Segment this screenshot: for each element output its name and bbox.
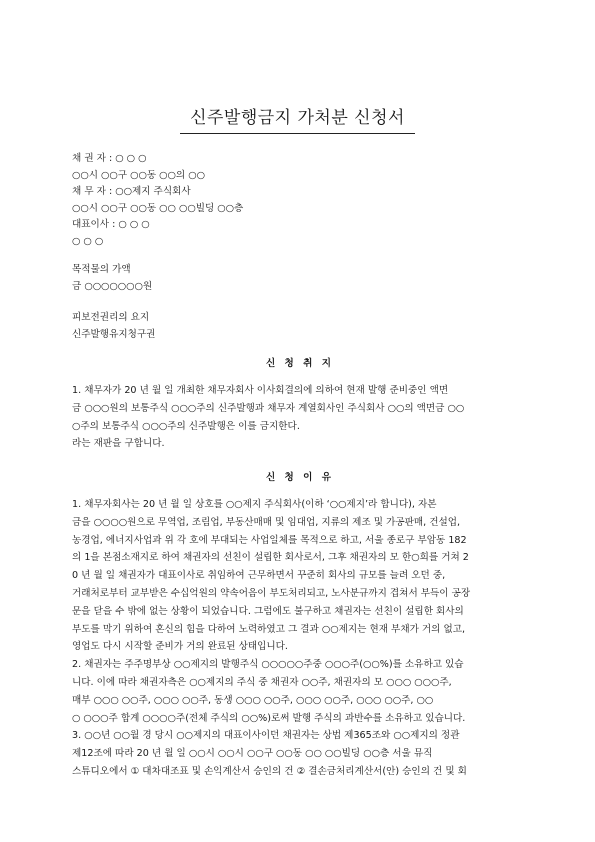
- reasons-line: 거래처로부터 교부받은 수십억원의 약속어음이 부도처리되고, 노사분규까지 겹쳐서 부득이 공장: [72, 587, 471, 599]
- reasons-line: 2. 채권자는 주주명부상 ○○제지의 발행주식 ○○○○○주중 ○○○주(○○%)를 소유하고 있습: [72, 659, 464, 671]
- document-title: 신주발행금지 가처분 신청서: [180, 103, 415, 134]
- reasons-line: 문을 닫을 수 밖에 없는 상황이 되었습니다. 그럼에도 불구하고 채권자는 선친이 설립한 회사의: [72, 605, 464, 617]
- reasons-line: ○ ○○○주 합계 ○○○○주(전체 주식의 ○○%)로써 발행 주식의 과반수를 소유하고 있습니다.: [72, 712, 466, 724]
- value-label: 목적물의 가액: [72, 264, 131, 275]
- reasons-body: [72, 496, 528, 781]
- reasons-line: 금을 ○○○○원으로 무역업, 조림업, 부동산매매 및 임대업, 지류의 제조 및 가공판매, 건설업,: [72, 516, 461, 528]
- reasons-line: 의 1을 본점소재지로 하여 채권자의 선친이 설립한 회사로서, 그후 채권자의 모 한○희를 거쳐 2: [72, 552, 469, 564]
- reasons-line: 영업도 다시 시작할 준비가 거의 완료된 상태입니다.: [72, 641, 288, 653]
- creditor-line: 채 권 자 : ○ ○ ○: [72, 153, 147, 164]
- preserved-right-block: [72, 310, 528, 343]
- purpose-line: 라는 재판을 구합니다.: [72, 438, 165, 450]
- reasons-line: 부도를 막기 위하여 혼신의 힘을 다하여 노력하였고 그 결과 ○○제지는 현재 부채가 거의 없고,: [72, 623, 466, 635]
- preserved-right-value: 신주발행유지청구권: [72, 328, 156, 340]
- reasons-line: 1. 채무자회사는 20 년 월 일 상호를 ○○제지 주식회사(이하 ‘○○제지’라 합니다), 자본: [72, 499, 437, 510]
- reasons-line: 0 년 월 일 채권자가 대표이사로 취임하여 근무하면서 꾸준히 회사의 규모를 늘려 오던 중,: [72, 570, 446, 582]
- reasons-heading: 신 청 이 유: [265, 472, 335, 483]
- debtor-address: ○○시 ○○구 ○○동 ○○ ○○빌딩 ○○층: [72, 202, 244, 214]
- value-of-object-block: [72, 262, 528, 295]
- representative-name: ○ ○ ○: [72, 235, 104, 247]
- reasons-line: 니다. 이에 따라 채권자측은 ○○제지의 주식 중 채권자 ○○주, 채권자의 모 ○○○ ○○○주,: [72, 676, 452, 688]
- purpose-body: [72, 382, 528, 453]
- value-amount: 금 ○○○○○○○원: [72, 280, 153, 292]
- debtor-line: 채 무 자 : ○○제지 주식회사: [72, 186, 191, 197]
- reasons-line: 3. ○○년 ○○월 경 당시 ○○제지의 대표이사이던 채권자는 상법 제365조와 ○○제지의 정관: [72, 730, 460, 742]
- representative-line: 대표이사 : ○ ○ ○: [72, 219, 150, 230]
- creditor-address: ○○시 ○○구 ○○동 ○○의 ○○: [72, 169, 205, 181]
- parties-block: [72, 151, 528, 250]
- reasons-line: 농경업, 에너지사업과 위 각 호에 부대되는 사업일체를 목적으로 하고, 서울 종로구 부암동 182: [72, 534, 467, 546]
- reasons-line: 제12조에 따라 20 년 월 일 ○○시 ○○시 ○○구 ○○동 ○○ ○○빌딩 ○○층 서울 뮤직: [72, 748, 433, 760]
- purpose-line: 1. 채무자가 20 년 월 일 개최한 채무자회사 이사회결의에 의하여 현재 발행 준비중인 액면: [72, 385, 449, 396]
- reasons-line: 스튜디오에서 ① 대차대조표 및 손익계산서 승인의 건 ② 결손금처리계산서(안) 승인의 건 및 회: [72, 765, 467, 777]
- purpose-heading: 신 청 취 지: [265, 358, 335, 369]
- preserved-right-label: 피보전권리의 요지: [72, 312, 150, 323]
- reasons-line: 매부 ○○○ ○○주, ○○○ ○○주, 동생 ○○○ ○○주, ○○○ ○○주, ○○○ ○○주, ○○: [72, 694, 434, 706]
- purpose-line: ○주의 보통주식 ○○○주의 신주발행은 이를 금지한다.: [72, 420, 300, 432]
- purpose-line: 금 ○○○원의 보통주식 ○○○주의 신주발행과 채무자 계열회사인 주식회사 ○○의 액면금 ○○: [72, 402, 465, 414]
